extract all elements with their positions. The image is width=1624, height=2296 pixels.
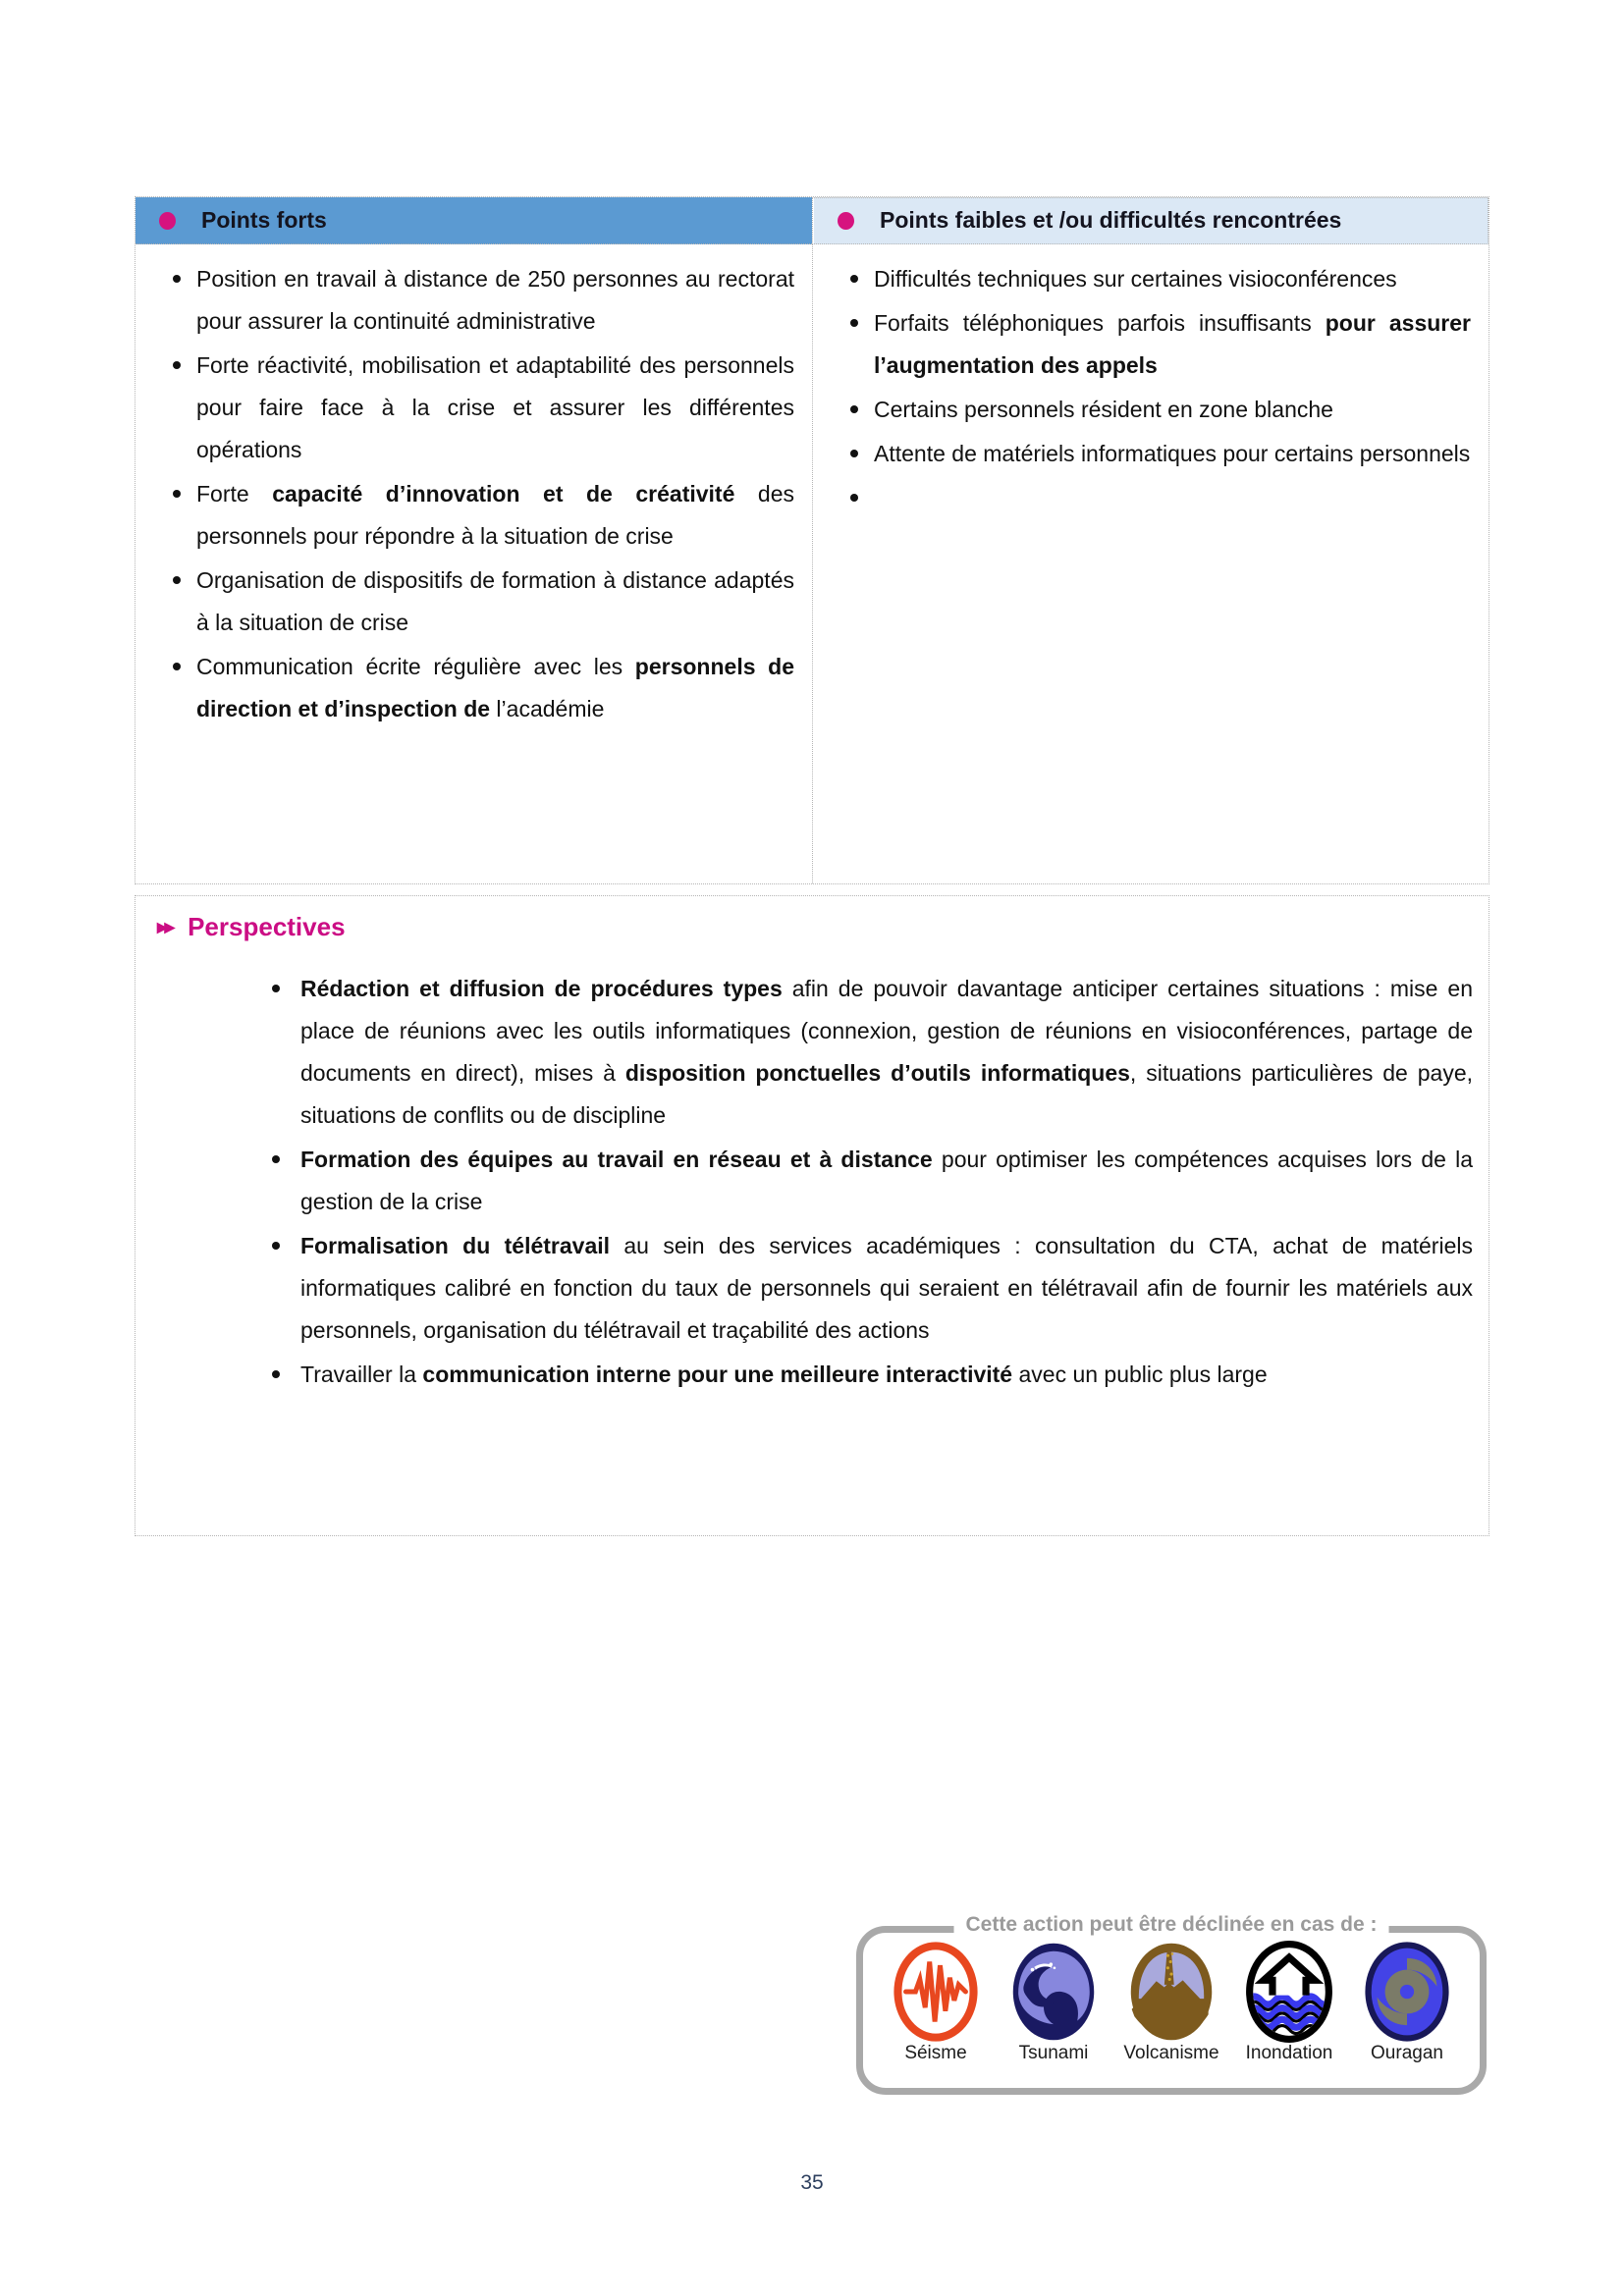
hurricane-icon xyxy=(1363,1941,1451,2043)
bullet-icon xyxy=(850,405,858,413)
wave-icon xyxy=(1009,1941,1098,2043)
bullet-icon xyxy=(850,450,858,457)
list-item xyxy=(135,560,794,644)
list-item xyxy=(135,646,794,730)
bullet-icon xyxy=(173,576,181,584)
list-item xyxy=(813,302,1471,387)
magenta-dot-icon xyxy=(159,212,176,230)
list-item-text: Position en travail à distance de 250 personnes au rectorat pour assurer la continuité administrative xyxy=(196,266,794,334)
hazards-strip xyxy=(856,1913,1487,2095)
magenta-dot-icon xyxy=(838,212,854,230)
list-item-text: Attente de matériels informatiques pour certains personnels xyxy=(874,441,1471,466)
hazard-volcanisme xyxy=(1114,1941,1228,2064)
list-item-text: Difficultés techniques sur certaines visioconférences xyxy=(874,266,1397,292)
bullet-icon xyxy=(850,319,858,327)
list-item xyxy=(813,477,1471,519)
double-chevron-icon: ▸▸ xyxy=(157,916,173,938)
list-item xyxy=(813,258,1471,300)
strengths-weaknesses-table xyxy=(135,196,1489,884)
perspectives-list xyxy=(135,968,1489,1396)
flood-house-icon xyxy=(1245,1941,1333,2043)
hazards-caption: Cette action peut être déclinée en cas de : xyxy=(954,1913,1389,1937)
bullet-icon xyxy=(272,1155,280,1163)
list-item-text: Rédaction et diffusion de procédures types afin de pouvoir davantage anticiper certaines situations : mise en place de réunions avec les outils informatiques (connexion, gestion de réunions en visioconférences, partage de documents en direct), mises à disposition ponctuelles d’outils informatiques, situations particulières de paye, situations de conflits ou de discipline xyxy=(300,976,1474,1128)
hazard-ouragan xyxy=(1350,1941,1464,2064)
hazard-label: Inondation xyxy=(1245,2043,1333,2063)
hazards-row xyxy=(863,1933,1480,2064)
list-item-text: Organisation de dispositifs de formation à distance adaptés à la situation de crise xyxy=(196,567,794,635)
list-item xyxy=(135,345,794,471)
page-number: 35 xyxy=(800,2171,824,2194)
seismograph-icon xyxy=(892,1941,980,2043)
list-item-text xyxy=(874,477,1471,519)
hazard-inondation xyxy=(1232,1941,1346,2064)
list-item-text: Certains personnels résident en zone blanche xyxy=(874,397,1333,422)
list-item xyxy=(813,433,1471,475)
points-faibles-label: Points faibles et /ou difficultés rencontrées xyxy=(880,207,1342,233)
list-item-text: Communication écrite régulière avec les personnels de direction et d’inspection de l’académie xyxy=(196,654,794,721)
list-item-text: Forte réactivité, mobilisation et adaptabilité des personnels pour faire face à la crise et assurer les différentes opérations xyxy=(196,352,794,462)
list-item xyxy=(135,1139,1473,1223)
list-item xyxy=(813,389,1471,431)
bullet-icon xyxy=(272,1370,280,1378)
hazard-label: Volcanisme xyxy=(1123,2043,1219,2063)
volcano-icon xyxy=(1127,1941,1216,2043)
list-item-text: Travailler la communication interne pour une meilleure interactivité avec un public plus large xyxy=(300,1362,1268,1387)
list-item xyxy=(135,968,1473,1137)
bullet-icon xyxy=(173,275,181,283)
hazard-tsunami xyxy=(997,1941,1110,2064)
bullet-icon xyxy=(173,663,181,670)
points-forts-header xyxy=(135,197,812,244)
perspectives-section xyxy=(135,895,1489,1536)
points-forts-label: Points forts xyxy=(201,207,327,233)
perspectives-title xyxy=(157,912,1489,942)
hazard-label: Tsunami xyxy=(1018,2043,1089,2063)
list-item xyxy=(135,258,794,343)
list-item xyxy=(135,1225,1473,1352)
list-item xyxy=(135,1354,1473,1396)
hazard-label: Séisme xyxy=(904,2043,967,2063)
bullet-icon xyxy=(850,494,858,502)
list-item xyxy=(135,473,794,558)
list-item-text: Formalisation du télétravail au sein des services académiques : consultation du CTA, achat de matériels informatiques calibré en fonction du taux de personnels qui seraient en télétravail afin de fournir les matériels aux personnels, organisation du télétravail et traçabilité des actions xyxy=(300,1233,1473,1343)
hazard-seisme xyxy=(879,1941,993,2064)
points-faibles-header xyxy=(812,197,1489,244)
points-faibles-cell xyxy=(812,244,1489,883)
bullet-icon xyxy=(173,490,181,498)
bullet-icon xyxy=(272,985,280,992)
list-item-text: Forfaits téléphoniques parfois insuffisants pour assurer l’augmentation des appels xyxy=(874,310,1472,378)
bullet-icon xyxy=(850,275,858,283)
bullet-icon xyxy=(173,361,181,369)
list-item-text: Formation des équipes au travail en réseau et à distance pour optimiser les compétences acquises lors de la gestion de la crise xyxy=(300,1147,1473,1214)
hazard-label: Ouragan xyxy=(1371,2043,1443,2063)
list-item-text: Forte capacité d’innovation et de créativité des personnels pour répondre à la situation de crise xyxy=(196,481,794,549)
points-forts-cell xyxy=(135,244,812,883)
perspectives-title-label: Perspectives xyxy=(188,912,346,941)
bullet-icon xyxy=(272,1242,280,1250)
